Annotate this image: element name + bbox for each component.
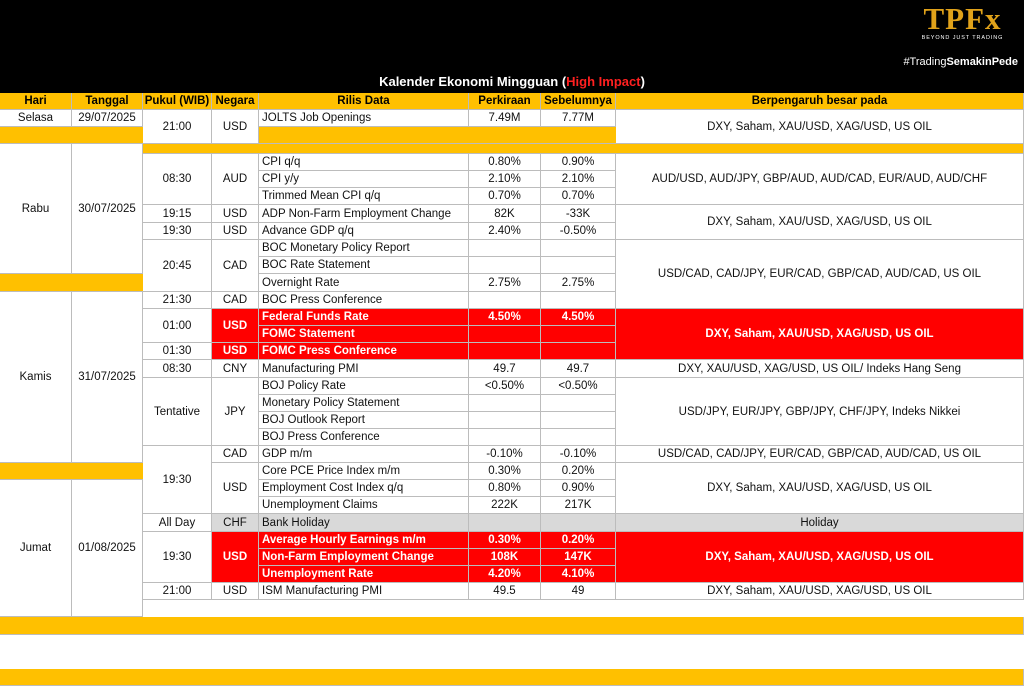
release-name: CPI q/q: [259, 154, 469, 171]
date-cell: 01/08/2025: [72, 480, 143, 617]
impact-cell: DXY, Saham, XAU/USD, XAG/USD, US OIL: [616, 583, 1024, 600]
tpfx-logo: [915, 2, 1010, 41]
previous-value: 2.75%: [541, 274, 616, 292]
country-cell: JPY: [212, 378, 259, 446]
forecast-value: [469, 292, 541, 309]
previous-value: -33K: [541, 205, 616, 223]
release-name: Advance GDP q/q: [259, 223, 469, 240]
release-name: BOC Rate Statement: [259, 257, 469, 274]
day-cell: Kamis: [0, 292, 72, 463]
title-highlight: High Impact: [566, 74, 641, 89]
previous-value: [541, 412, 616, 429]
release-name: FOMC Statement: [259, 326, 469, 343]
previous-value: -0.10%: [541, 446, 616, 463]
release-name: ADP Non-Farm Employment Change: [259, 205, 469, 223]
impact-cell: DXY, Saham, XAU/USD, XAG/USD, US OIL: [616, 110, 1024, 144]
hashtag: [903, 56, 1018, 68]
country-cell: USD: [212, 532, 259, 583]
release-name: Unemployment Claims: [259, 497, 469, 514]
release-name: GDP m/m: [259, 446, 469, 463]
col-header-sebelumnya: Sebelumnya: [541, 93, 616, 110]
country-cell: CAD: [212, 446, 259, 463]
day-cell: Jumat: [0, 480, 72, 617]
impact-cell: DXY, XAU/USD, XAG/USD, US OIL/ Indeks Hang Seng: [616, 360, 1024, 378]
previous-value: 0.20%: [541, 463, 616, 480]
country-cell: CAD: [212, 240, 259, 292]
title-end: ): [640, 74, 645, 89]
previous-value: 7.77M: [541, 110, 616, 127]
release-name: CPI y/y: [259, 171, 469, 188]
date-cell: 29/07/2025: [72, 110, 143, 127]
forecast-value: 4.20%: [469, 566, 541, 583]
separator-row: [0, 669, 1024, 686]
release-name: FOMC Press Conference: [259, 343, 469, 360]
previous-value: [541, 240, 616, 257]
forecast-value: 2.75%: [469, 274, 541, 292]
release-name: Core PCE Price Index m/m: [259, 463, 469, 480]
previous-value: 4.50%: [541, 309, 616, 326]
country-cell: CNY: [212, 360, 259, 378]
hashtag-bold: SemakinPede: [946, 56, 1018, 68]
forecast-value: 0.80%: [469, 154, 541, 171]
previous-value: [541, 395, 616, 412]
impact-cell: USD/CAD, CAD/JPY, EUR/CAD, GBP/CAD, AUD/CAD, US OIL: [616, 240, 1024, 309]
previous-value: 0.90%: [541, 480, 616, 497]
forecast-value: 49.5: [469, 583, 541, 600]
hashtag-prefix: #Trading: [903, 56, 947, 68]
country-cell: AUD: [212, 154, 259, 205]
previous-value: 2.10%: [541, 171, 616, 188]
date-cell: 30/07/2025: [72, 144, 143, 274]
forecast-value: 0.80%: [469, 480, 541, 497]
previous-value: 217K: [541, 497, 616, 514]
release-name: Overnight Rate: [259, 274, 469, 292]
page-title: [0, 74, 1024, 89]
country-cell: USD: [212, 309, 259, 343]
logo-mark: TPFx: [923, 1, 1002, 36]
time-cell: 21:00: [143, 110, 212, 144]
impact-cell: USD/CAD, CAD/JPY, EUR/CAD, GBP/CAD, AUD/CAD, US OIL: [616, 446, 1024, 463]
time-cell: 19:30: [143, 446, 212, 514]
previous-value: 147K: [541, 549, 616, 566]
forecast-value: 4.50%: [469, 309, 541, 326]
time-cell: 19:30: [143, 223, 212, 240]
time-cell: 08:30: [143, 360, 212, 378]
release-name: Non-Farm Employment Change: [259, 549, 469, 566]
release-name: Manufacturing PMI: [259, 360, 469, 378]
forecast-value: 7.49M: [469, 110, 541, 127]
logo-tagline: BEYOND JUST TRADING: [921, 35, 1004, 41]
release-name: BOJ Outlook Report: [259, 412, 469, 429]
impact-cell: AUD/USD, AUD/JPY, GBP/AUD, AUD/CAD, EUR/AUD, AUD/CHF: [616, 154, 1024, 205]
title-main: Kalender Ekonomi Mingguan (: [379, 74, 567, 89]
forecast-value: 0.30%: [469, 532, 541, 549]
separator-row: [0, 617, 1024, 635]
previous-value: 49: [541, 583, 616, 600]
forecast-value: 2.40%: [469, 223, 541, 240]
release-name: BOJ Press Conference: [259, 429, 469, 446]
previous-value: [541, 326, 616, 343]
release-name: BOC Press Conference: [259, 292, 469, 309]
time-cell: 20:45: [143, 240, 212, 292]
day-cell: Rabu: [0, 144, 72, 274]
forecast-value: [469, 240, 541, 257]
impact-cell: Holiday: [616, 514, 1024, 532]
previous-value: [541, 429, 616, 446]
time-cell: 01:00: [143, 309, 212, 343]
impact-cell: DXY, Saham, XAU/USD, XAG/USD, US OIL: [616, 463, 1024, 514]
header-banner: [0, 0, 1024, 93]
country-cell: USD: [212, 463, 259, 514]
previous-value: <0.50%: [541, 378, 616, 395]
country-cell: USD: [212, 110, 259, 144]
time-cell: 21:30: [143, 292, 212, 309]
separator-row: [0, 144, 1024, 154]
col-header-tanggal: Tanggal: [72, 93, 143, 110]
release-name: Monetary Policy Statement: [259, 395, 469, 412]
col-header-rilis: Rilis Data: [259, 93, 469, 110]
date-cell: 31/07/2025: [72, 292, 143, 463]
forecast-value: [469, 412, 541, 429]
forecast-value: [469, 395, 541, 412]
day-cell: Selasa: [0, 110, 72, 127]
time-cell: 21:00: [143, 583, 212, 600]
forecast-value: [469, 326, 541, 343]
country-cell: CAD: [212, 292, 259, 309]
release-name: ISM Manufacturing PMI: [259, 583, 469, 600]
col-header-pukul: Pukul (WIB): [143, 93, 212, 110]
forecast-value: -0.10%: [469, 446, 541, 463]
forecast-value: 222K: [469, 497, 541, 514]
release-name: Bank Holiday: [259, 514, 469, 532]
release-name: BOJ Policy Rate: [259, 378, 469, 395]
forecast-value: 2.10%: [469, 171, 541, 188]
col-header-perkiraan: Perkiraan: [469, 93, 541, 110]
forecast-value: 49.7: [469, 360, 541, 378]
country-cell: USD: [212, 205, 259, 223]
release-name: Federal Funds Rate: [259, 309, 469, 326]
col-header-hari: Hari: [0, 93, 72, 110]
previous-value: 0.20%: [541, 532, 616, 549]
impact-cell: USD/JPY, EUR/JPY, GBP/JPY, CHF/JPY, Indeks Nikkei: [616, 378, 1024, 446]
country-cell: CHF: [212, 514, 259, 532]
impact-cell: DXY, Saham, XAU/USD, XAG/USD, US OIL: [616, 205, 1024, 240]
forecast-value: [469, 257, 541, 274]
forecast-value: 0.30%: [469, 463, 541, 480]
previous-value: 49.7: [541, 360, 616, 378]
impact-cell: DXY, Saham, XAU/USD, XAG/USD, US OIL: [616, 309, 1024, 360]
col-header-berpengaruh: Berpengaruh besar pada: [616, 93, 1024, 110]
release-name: JOLTS Job Openings: [259, 110, 469, 127]
country-cell: USD: [212, 223, 259, 240]
forecast-value: 82K: [469, 205, 541, 223]
forecast-value: <0.50%: [469, 378, 541, 395]
previous-value: [541, 257, 616, 274]
time-cell: 19:15: [143, 205, 212, 223]
time-cell: 01:30: [143, 343, 212, 360]
country-cell: USD: [212, 343, 259, 360]
forecast-value: [469, 514, 541, 532]
time-cell: All Day: [143, 514, 212, 532]
time-cell: 08:30: [143, 154, 212, 205]
release-name: BOC Monetary Policy Report: [259, 240, 469, 257]
release-name: Average Hourly Earnings m/m: [259, 532, 469, 549]
time-cell: 19:30: [143, 532, 212, 583]
country-cell: USD: [212, 583, 259, 600]
col-header-negara: Negara: [212, 93, 259, 110]
previous-value: 4.10%: [541, 566, 616, 583]
calendar-table: [0, 93, 1024, 659]
previous-value: 0.70%: [541, 188, 616, 205]
forecast-value: 108K: [469, 549, 541, 566]
previous-value: [541, 292, 616, 309]
release-name: Trimmed Mean CPI q/q: [259, 188, 469, 205]
forecast-value: [469, 343, 541, 360]
forecast-value: [469, 429, 541, 446]
release-name: Unemployment Rate: [259, 566, 469, 583]
previous-value: [541, 343, 616, 360]
time-cell: Tentative: [143, 378, 212, 446]
release-name: Employment Cost Index q/q: [259, 480, 469, 497]
previous-value: -0.50%: [541, 223, 616, 240]
impact-cell: DXY, Saham, XAU/USD, XAG/USD, US OIL: [616, 532, 1024, 583]
forecast-value: 0.70%: [469, 188, 541, 205]
previous-value: [541, 514, 616, 532]
previous-value: 0.90%: [541, 154, 616, 171]
